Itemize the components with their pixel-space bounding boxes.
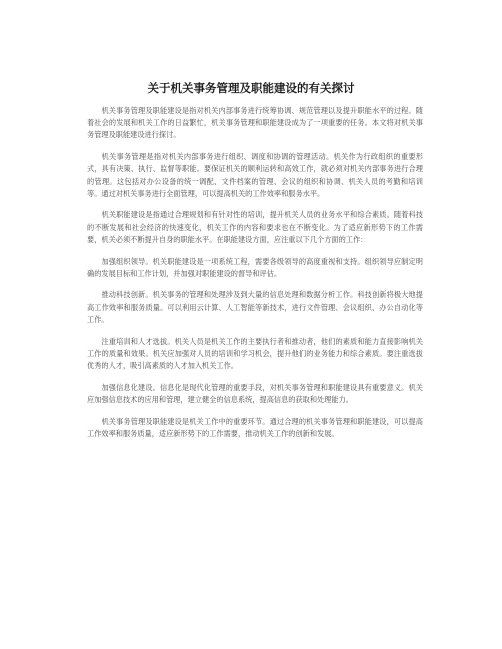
paragraph-training: 注重培训和人才选拔。机关人员是机关工作的主要执行者和推动者，他们的素质和能力直接影响机关工作的质量和效果。机关应加强对人员的培训和学习机会，提升他们的业务能力和综合素质。要注重选拔优秀的人才，吸引高素质的人才加入机关工作。: [87, 336, 423, 370]
paragraph-affairs-management: 机关事务管理是指对机关内部事务进行组织、调度和协调的管理活动。机关作为行政组织的重要形式，具有决策、执行、监督等职能。要保证机关的顺利运转和高效工作，就必须对机关内部事务进行合理的管理。这包括对办公设备的统一调配、文件档案的管理、会议的组织和协调、机关人员的考勤和培训等。通过对机关事务进行全面管理，可以提高机关的工作效率和服务水平。: [87, 152, 423, 198]
document-body: [87, 105, 423, 449]
paragraph-function-building: 机关职能建设是指通过合理规划和有针对性的培训，提升机关人员的业务水平和综合素质。随着科技的不断发展和社会经济的快速变化，机关工作的内容和要求也在不断变化。为了适应新形势下的工作需要，机关必须不断提升自身的职能水平。在职能建设方面，应注重以下几个方面的工作：: [87, 210, 423, 244]
paragraph-conclusion: 机关事务管理及职能建设是机关工作中的重要环节。通过合理的机关事务管理和职能建设，可以提高工作效率和服务质量，适应新形势下的工作需要，推动机关工作的创新和发展。: [87, 416, 423, 438]
paragraph-intro: 机关事务管理及职能建设是指对机关内部事务进行统筹协调、规范管理以及提升职能水平的过程。随着社会的发展和机关工作的日益繁忙，机关事务管理和职能建设成为了一项重要的任务。本文将对机关事务管理及职能建设进行探讨。: [87, 106, 423, 140]
paragraph-informatization: 加强信息化建设。信息化是现代化管理的重要手段，对机关事务管理和职能建设具有重要意义。机关应加强信息技术的应用和管理，建立健全的信息系统，提高信息的获取和处理能力。: [87, 382, 423, 404]
page-title: 关于机关事务管理及职能建设的有关探讨: [147, 81, 355, 95]
paragraph-leadership: 加强组织领导。机关职能建设是一项系统工程，需要各级领导的高度重视和支持。组织领导应制定明确的发展目标和工作计划，并加强对职能建设的督导和评估。: [87, 256, 423, 278]
paragraph-tech-innovation: 推动科技创新。机关事务的管理和处理涉及到大量的信息处理和数据分析工作。科技创新将极大地提高工作效率和服务质量。可以利用云计算、人工智能等新技术，进行文件管理、会议组织、办公自动化等工作。: [87, 290, 423, 324]
